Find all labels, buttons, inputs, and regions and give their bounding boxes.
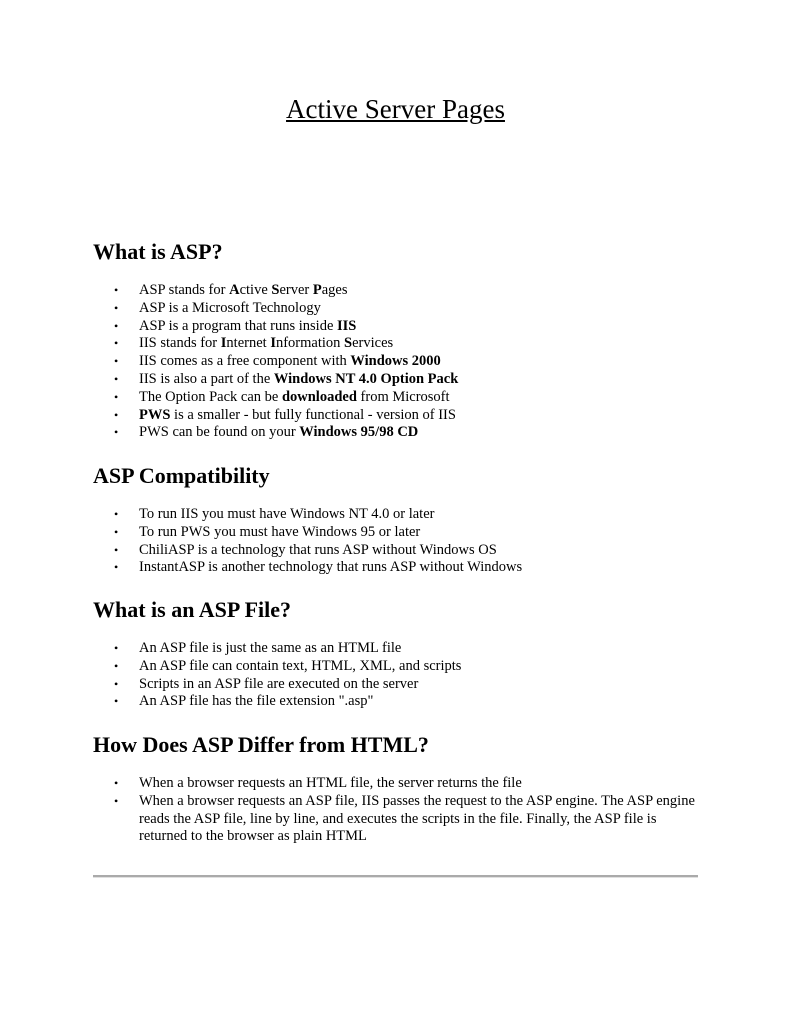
- list-item: [93, 424, 703, 442]
- bullet-icon: •: [114, 371, 119, 386]
- bullet-icon: •: [114, 560, 119, 575]
- bullet-icon: •: [114, 507, 119, 521]
- text: nformation: [275, 335, 345, 352]
- bullet-list: [93, 506, 703, 577]
- text: To run PWS you must have Windows 95 or later: [139, 523, 421, 540]
- bold-text: S: [344, 335, 353, 352]
- text: IIS is also a part of the: [139, 370, 274, 387]
- text: When a browser requests an ASP file, IIS passes the request to the ASP engine. The ASP engine reads the ASP file, line by line, and executes the scripts in the file. Finally, the ASP file is returned to the browser as plain HTML: [139, 792, 695, 845]
- bold-text: PWS: [139, 406, 171, 423]
- bullet-icon: •: [114, 336, 119, 351]
- text: An ASP file is just the same as an HTML file: [139, 640, 402, 656]
- list-item: [93, 559, 703, 577]
- list-item: [93, 693, 703, 711]
- text: ASP stands for: [139, 282, 230, 298]
- bullet-icon: •: [114, 407, 119, 422]
- list-item: [93, 353, 703, 371]
- bullet-icon: •: [114, 542, 119, 557]
- bullet-list: [93, 640, 703, 711]
- bold-text: P: [312, 282, 322, 298]
- list-item: [93, 407, 703, 425]
- bullet-icon: •: [114, 776, 119, 790]
- list-item: [93, 793, 703, 846]
- bold-text: S: [271, 282, 280, 298]
- bullet-list: [93, 282, 703, 442]
- bold-text: Windows 2000: [350, 353, 441, 370]
- bullet-icon: •: [114, 658, 119, 673]
- bullet-icon: •: [114, 524, 119, 539]
- list-item: [93, 300, 703, 318]
- bold-text: I: [270, 335, 276, 352]
- bullet-icon: •: [114, 318, 119, 333]
- text: erver: [279, 282, 313, 298]
- text: nternet: [226, 335, 271, 352]
- text: IIS comes as a free component with: [139, 353, 351, 370]
- list-item: [93, 524, 703, 542]
- section-heading: ASP Compatibility: [93, 463, 270, 488]
- text: ervices: [352, 335, 394, 352]
- text: is a smaller - but fully functional - version of IIS: [170, 406, 456, 423]
- text: from Microsoft: [356, 388, 450, 405]
- bullet-icon: •: [114, 793, 119, 808]
- list-item: [93, 640, 703, 658]
- text: InstantASP is another technology that runs ASP without Windows: [139, 559, 523, 576]
- section-heading: What is an ASP File?: [93, 597, 292, 622]
- list-item: [93, 282, 703, 300]
- bullet-list: [93, 775, 703, 846]
- bold-text: IIS: [337, 317, 357, 334]
- text: IIS stands for: [139, 335, 221, 352]
- bullet-icon: •: [114, 694, 119, 709]
- list-item: [93, 506, 703, 524]
- bullet-icon: •: [114, 283, 119, 297]
- page-title: Active Server Pages: [286, 94, 505, 124]
- bullet-icon: •: [114, 425, 119, 440]
- list-item: [93, 371, 703, 389]
- text: ASP is a program that runs inside: [139, 317, 338, 334]
- list-item: [93, 389, 703, 407]
- bold-text: downloaded: [281, 388, 357, 405]
- text: PWS can be found on your: [139, 424, 300, 441]
- section-heading: What is ASP?: [93, 239, 223, 264]
- text: ChiliASP is a technology that runs ASP without Windows OS: [139, 541, 497, 558]
- list-item: [93, 775, 703, 793]
- bold-text: Windows NT 4.0 Option Pack: [273, 370, 459, 387]
- bullet-icon: •: [114, 389, 119, 404]
- text: ASP is a Microsoft Technology: [139, 299, 321, 316]
- bold-text: Windows 95/98 CD: [299, 424, 419, 441]
- bullet-icon: •: [114, 300, 119, 315]
- bullet-icon: •: [114, 676, 119, 691]
- text: ctive: [239, 282, 272, 298]
- text: Scripts in an ASP file are executed on the server: [139, 675, 419, 692]
- text: An ASP file can contain text, HTML, XML, and scripts: [139, 657, 462, 674]
- text: The Option Pack can be: [139, 388, 282, 405]
- text: An ASP file has the file extension ".asp": [139, 693, 374, 710]
- bullet-icon: •: [114, 641, 119, 655]
- horizontal-rule: [93, 875, 698, 878]
- section-asp-differ-html: [93, 731, 703, 846]
- bold-text: A: [229, 282, 240, 298]
- list-item: [93, 335, 703, 353]
- section-what-is-asp-file: [93, 596, 703, 711]
- list-item: [93, 318, 703, 336]
- text: To run IIS you must have Windows NT 4.0 or later: [139, 506, 435, 522]
- text: When a browser requests an HTML file, the server returns the file: [139, 775, 522, 791]
- section-asp-compatibility: [93, 462, 703, 577]
- bold-text: I: [220, 335, 227, 352]
- section-heading: How Does ASP Differ from HTML?: [93, 732, 429, 757]
- list-item: [93, 676, 703, 694]
- list-item: [93, 658, 703, 676]
- bullet-icon: •: [114, 354, 119, 369]
- list-item: [93, 542, 703, 560]
- section-what-is-asp: [93, 238, 703, 442]
- text: ages: [321, 282, 348, 298]
